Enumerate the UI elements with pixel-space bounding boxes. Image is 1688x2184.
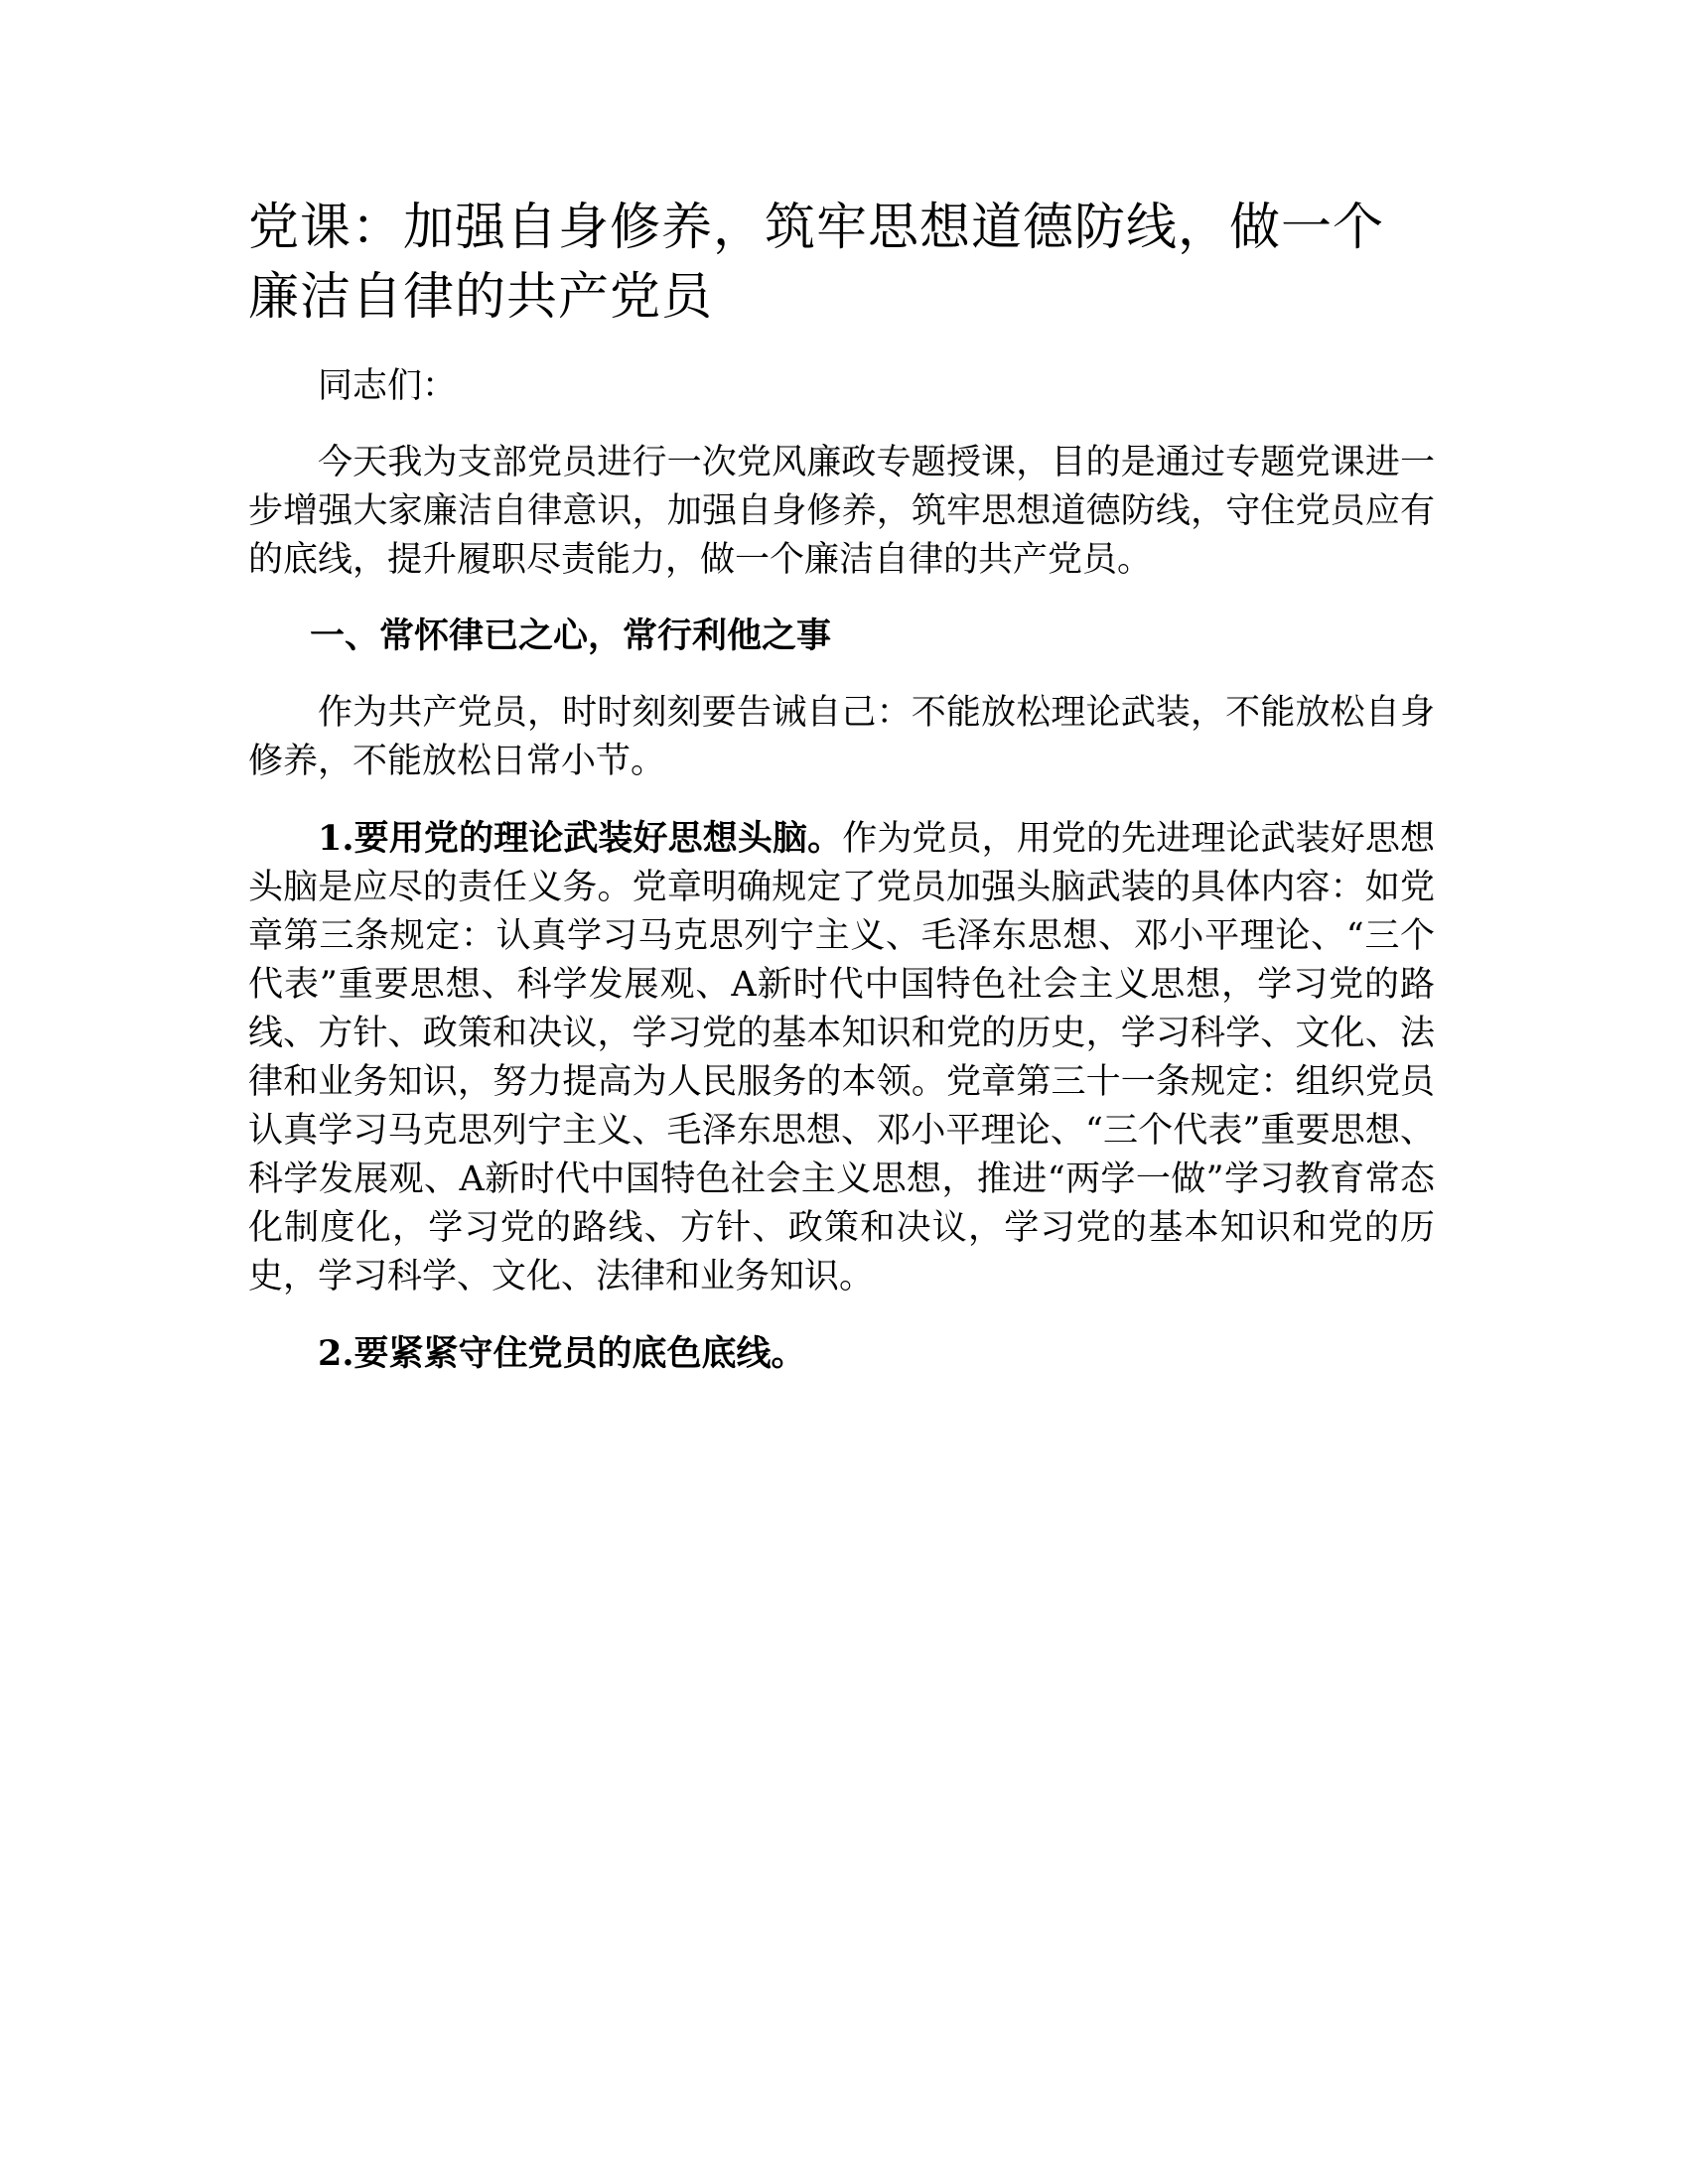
section-1-paragraph: 作为共产党员，时时刻刻要告诫自己：不能放松理论武装，不能放松自身修养，不能放松日常小节。 <box>248 693 1435 781</box>
point-1-body: 作为党员，用党的先进理论武装好思想头脑是应尽的责任义务。党章明确规定了党员加强头脑武装的具体内容：如党章第三条规定：认真学习马克思列宁主义、毛泽东思想、邓小平理论、“三个代表”重要思想、科学发展观、A新时代中国特色社会主义思想，学习党的路线、方针、政策和决议，学习党的基本知识和党的历史，学习科学、文化、法律和业务知识，努力提高为人民服务的本领。党章第三十一条规定：组织党员认真学习马克思列宁主义、毛泽东思想、邓小平理论、“三个代表”重要思想、科学发展观、A新时代中国特色社会主义思想，推进“两学一做”学习教育常态化制度化，学习党的路线、方针、政策和决议，学习党的基本知识和党的历史，学习科学、文化、法律和业务知识。 <box>248 819 1435 1297</box>
intro-paragraph: 今天我为支部党员进行一次党风廉政专题授课，目的是通过专题党课进一步增强大家廉洁自律意识，加强自身修养，筑牢思想道德防线，守住党员应有的底线，提升履职尽责能力，做一个廉洁自律的共产党员。 <box>248 443 1435 580</box>
document-body <box>248 194 1435 1407</box>
section-heading-1: 一、常怀律已之心，常行利他之事 <box>310 616 832 656</box>
point-2-paragraph <box>248 1329 1435 1379</box>
salutation: 同志们： <box>318 366 458 406</box>
point-2-lead: 2.要紧紧守住党员的底色底线。 <box>318 1333 806 1374</box>
point-1-paragraph <box>248 814 1435 1301</box>
point-1-lead: 1.要用党的理论武装好思想头脑。 <box>318 818 843 859</box>
document-title: 党课：加强自身修养，筑牢思想道德防线，做一个廉洁自律的共产党员 <box>248 199 1385 327</box>
